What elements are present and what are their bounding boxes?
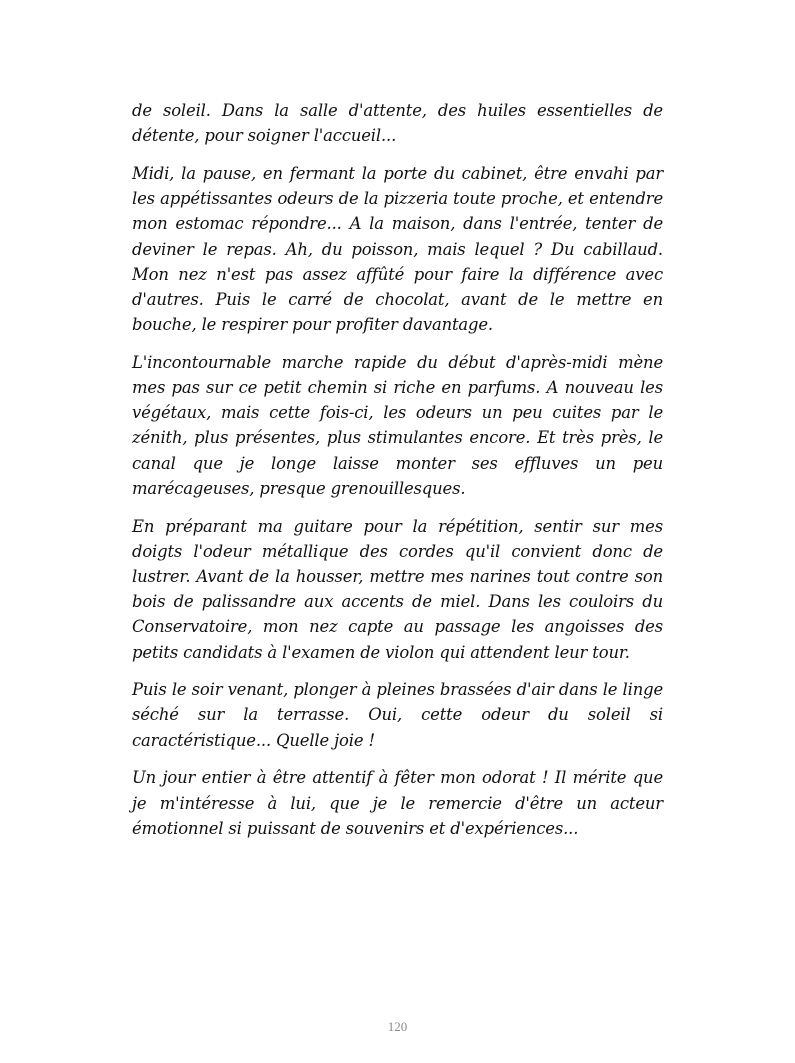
page-body xyxy=(132,98,663,853)
paragraph: Un jour entier à être attentif à fêter mon odorat ! Il mérite que je m'intéresse à lui, que je le remercie d'être un acteur émotionnel si puissant de souvenirs et d'expériences... xyxy=(132,768,663,838)
paragraph: Midi, la pause, en fermant la porte du cabinet, être envahi par les appétissantes odeurs de la pizzeria toute proche, et entendre mon estomac répondre... A la maison, dans l'entrée, tenter de deviner le repas. Ah, du poisson, mais lequel ? Du cabillaud. Mon nez n'est pas assez affûté pour faire la différence avec d'autres. Puis le carré de chocolat, avant de le mettre en bouche, le respirer pour profiter davantage. xyxy=(132,163,663,335)
paragraph: Puis le soir venant, plonger à pleines brassées d'air dans le linge séché sur la terrasse. Oui, cette odeur du soleil si caractéristique... Quelle joie ! xyxy=(132,680,663,750)
page-number: 120 xyxy=(387,1019,408,1034)
paragraph: de soleil. Dans la salle d'attente, des huiles essentielles de détente, pour soigner l'accueil... xyxy=(132,101,663,146)
paragraph: En préparant ma guitare pour la répétition, sentir sur mes doigts l'odeur métallique des cordes qu'il convient donc de lustrer. Avant de la housser, mettre mes narines tout contre son bois de palissandre aux accents de miel. Dans les couloirs du Conservatoire, mon nez capte au passage les angoisses des petits candidats à l'examen de violon qui attendent leur tour. xyxy=(132,516,663,662)
paragraph: L'incontournable marche rapide du début d'après-midi mène mes pas sur ce petit chemin si riche en parfums. A nouveau les végétaux, mais cette fois-ci, les odeurs un peu cuites par le zénith, plus présentes, plus stimulantes encore. Et très près, le canal que je longe laisse monter ses effluves un peu marécageuses, presque grenouillesques. xyxy=(132,352,663,498)
